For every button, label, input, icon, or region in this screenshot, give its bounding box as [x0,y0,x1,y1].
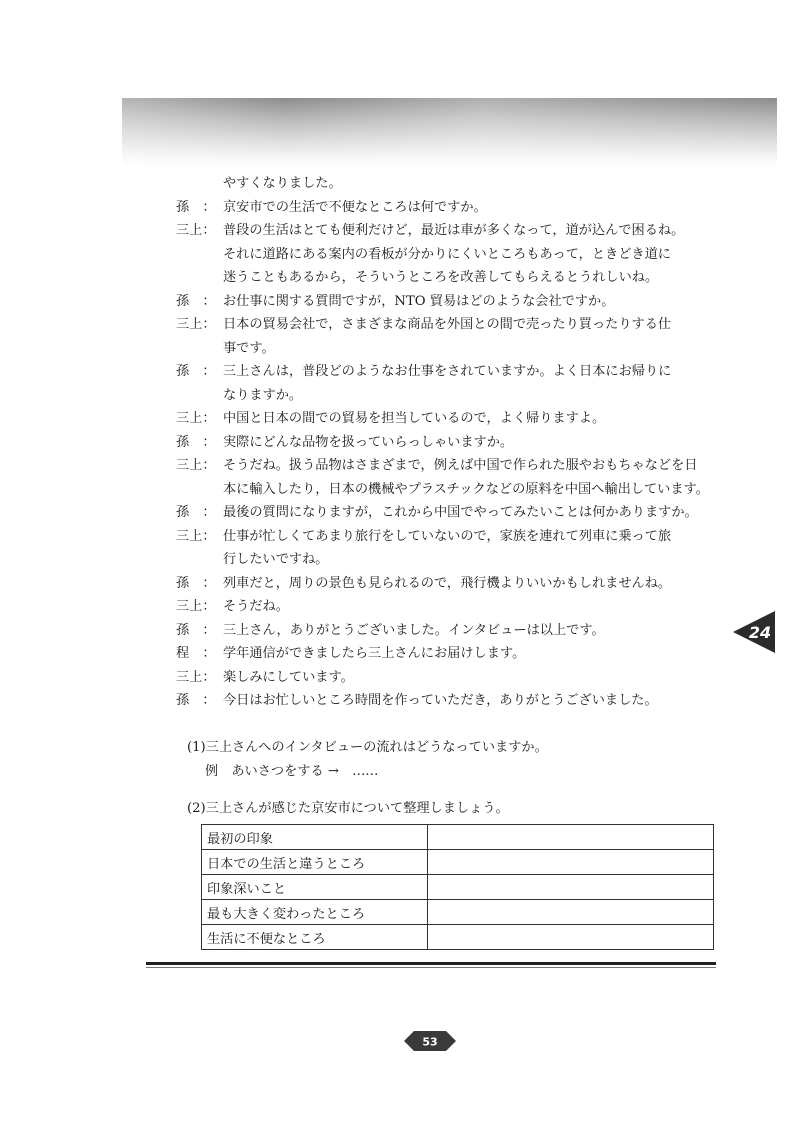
dialogue-turn [176,525,724,572]
summary-table [201,824,714,950]
chapter-number: 24 [748,623,772,642]
speaker-label: 三上： [176,223,216,238]
speaker-label: 孫 ： [176,364,216,379]
dialogue-text: そうだね。 [223,599,289,614]
dialogue-turn [176,689,724,713]
row-label: 最も大きく変わったところ [202,900,428,925]
answer-cell[interactable] [428,875,714,900]
page-number: 53 [422,1035,438,1049]
dialogue-text: 三上さん，ありがとうございました。インタビューは以上です。 [223,622,605,638]
speaker-label: 孫 ： [176,622,216,638]
dialogue-turn [176,290,724,314]
speaker-label: 孫 ： [176,575,216,591]
speaker-label: 程 ： [176,646,216,661]
dialogue-text: やすくなりました。 [223,176,342,191]
row-label: 最初の印象 [202,825,428,850]
bottom-rule-thin [146,967,716,968]
speaker-label: 孫 ： [176,505,216,520]
table-row [202,875,714,900]
question-2: (2)三上さんが感じた京安市について整理しましょう。 [187,801,509,816]
table-row [202,925,714,950]
dialogue-text: 今日はお忙しいところ時間を作っていただき，ありがとうございました。 [223,693,658,708]
dialogue-turn [176,431,724,455]
table-row [202,825,714,850]
dialogue-turn [176,360,724,407]
answer-cell[interactable] [428,825,714,850]
dialogue-turn [176,572,724,596]
dialogue-text: 中国と日本の間での貿易を担当しているので，よく帰りますよ。 [223,411,606,426]
dialogue-turn [176,642,724,666]
dialogue-text: 日本の貿易会社で，さまざまな商品を外国との間で売ったり買ったりする仕 事です。 [223,317,672,356]
dialogue-turn [176,172,724,196]
table-row [202,850,714,875]
dialogue-turn [176,219,724,290]
dialogue-text: 仕事が忙しくてあまり旅行をしていないので，家族を連れて列車に乗って旅 行したいですね。 [223,528,672,567]
dialogue-turn [176,196,724,220]
dialogue-text: 実際にどんな品物を扱っていらっしゃいますか。 [223,434,514,450]
dialogue-turn [176,595,724,619]
bottom-rule [146,962,716,965]
dialogue-text: 三上さんは，普段どのようなお仕事をされていますか。よく日本にお帰りに なりますか。 [223,364,672,403]
dialogue-text: 最後の質問になりますが，これから中国でやってみたいことは何かありますか。 [223,505,698,520]
dialogue-text: 学年通信ができましたら三上さんにお届けします。 [223,646,526,661]
speaker-label: 孫 ： [176,199,216,215]
dialogue-turn [176,501,724,525]
question-1-text: (1)三上さんへのインタビューの流れはどうなっていますか。 [187,740,548,755]
question-1-example: 例 あいさつをする → …… [205,763,379,779]
answer-cell[interactable] [428,925,714,950]
header-gradient-band [122,98,777,168]
dialogue-text: 普段の生活はとても便利だけど，最近は車が多くなって，道が込んで困るね。 それに道路にある案内の看板が分かりにくいところもあって，ときどき道に 迷うこともあるから，そういうところを改善してもらえるとうれしいね。 [223,223,685,285]
speaker-label [176,172,223,196]
page-number-badge [404,1028,456,1054]
speaker-label: 三上： [176,669,216,685]
speaker-label: 孫 ： [176,293,216,309]
speaker-label: 三上： [176,599,216,614]
speaker-label: 三上： [176,411,216,426]
dialogue-turn [176,619,724,643]
row-label: 印象深いこと [202,875,428,900]
row-label: 生活に不便なところ [202,925,428,950]
speaker-label: 三上： [176,317,216,332]
row-label: 日本での生活と違うところ [202,850,428,875]
dialogue-text: お仕事に関する質問ですが，NTO 貿易はどのような会社ですか。 [223,293,615,309]
dialogue-turn [176,313,724,360]
dialogue-turn [176,666,724,690]
chapter-tab-marker [731,607,781,657]
question-1 [187,736,548,783]
speaker-label: 三上： [176,528,216,544]
interview-dialogue [176,172,724,713]
dialogue-text: 楽しみにしています。 [223,669,354,685]
answer-cell[interactable] [428,900,714,925]
dialogue-turn [176,454,724,501]
dialogue-text: 列車だと，周りの景色も見られるので，飛行機よりいいかもしれませんね。 [223,575,672,591]
table-row [202,900,714,925]
answer-cell[interactable] [428,850,714,875]
speaker-label: 孫 ： [176,693,216,708]
dialogue-text: そうだね。扱う品物はさまざまで，例えば中国で作られた服やおもちゃなどを日 本に輸入したり，日本の機械やプラスチックなどの原料を中国へ輸出しています。 [223,458,709,497]
dialogue-text: 京安市での生活で不便なところは何ですか。 [223,199,487,215]
speaker-label: 孫 ： [176,434,216,450]
dialogue-turn [176,407,724,431]
speaker-label: 三上： [176,458,216,473]
